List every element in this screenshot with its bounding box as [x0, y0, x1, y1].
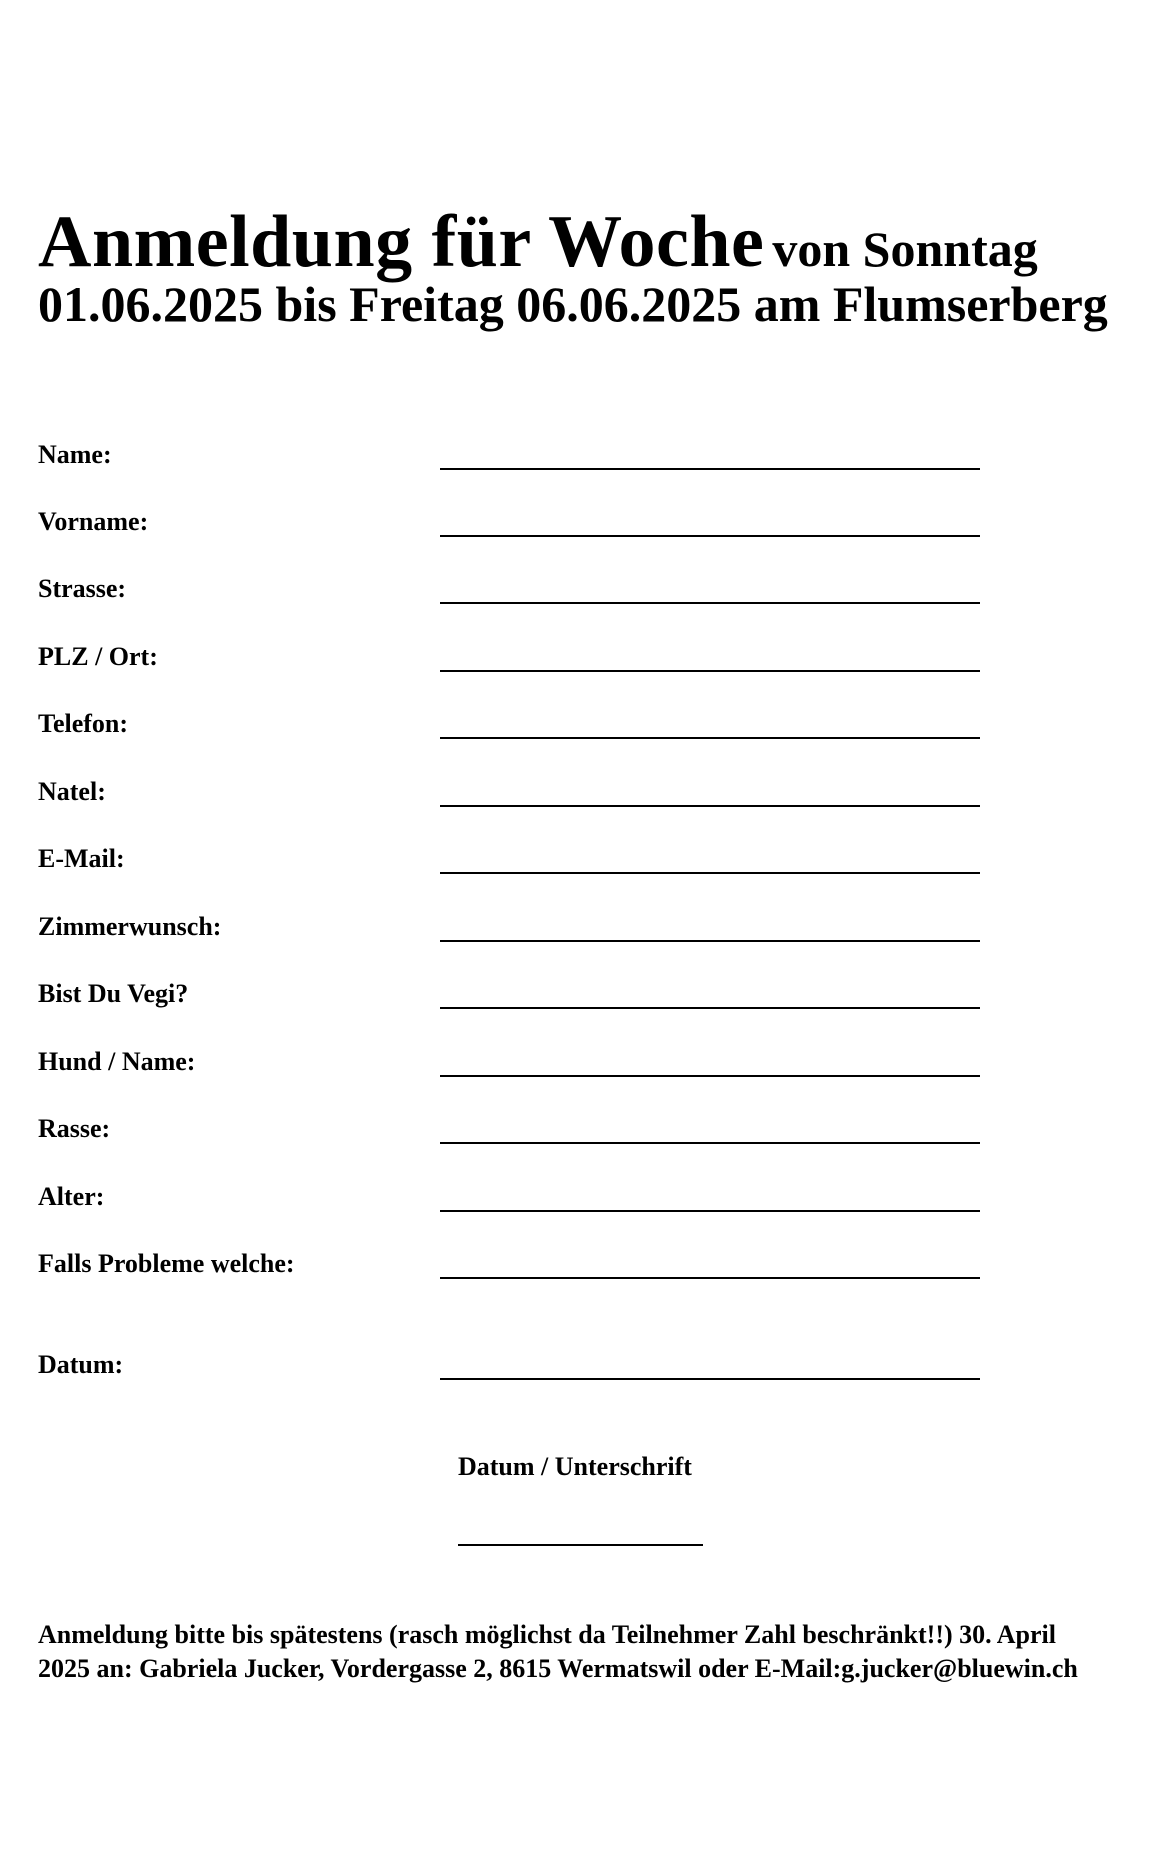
field-natel: [38, 777, 988, 817]
datum-input-line[interactable]: [440, 1378, 980, 1380]
field-label: Bist Du Vegi?: [38, 979, 189, 1008]
field-label: Rasse:: [38, 1114, 111, 1143]
page-title: [38, 200, 1138, 334]
field-label: Falls Probleme welche:: [38, 1249, 295, 1278]
field-vegi: [38, 979, 988, 1019]
field-label: PLZ / Ort:: [38, 642, 158, 671]
field-label: Datum:: [38, 1350, 124, 1379]
field-label: Name:: [38, 440, 112, 469]
field-plz-ort: [38, 642, 988, 682]
title-main: Anmeldung für Woche: [38, 201, 765, 283]
field-email: [38, 844, 988, 884]
telefon-input-line[interactable]: [440, 737, 980, 739]
signature-line[interactable]: [458, 1544, 703, 1546]
field-label: Hund / Name:: [38, 1047, 196, 1076]
title-from: von Sonntag: [772, 221, 1038, 277]
hund-name-input-line[interactable]: [440, 1075, 980, 1077]
footer-line-2: 2025 an: Gabriela Jucker, Vordergasse 2, 8615 Wermatswil oder E-Mail:g.jucker@bluewin.ch: [38, 1654, 1078, 1683]
strasse-input-line[interactable]: [440, 602, 980, 604]
field-label: Natel:: [38, 777, 106, 806]
email-input-line[interactable]: [440, 872, 980, 874]
field-label: Telefon:: [38, 709, 129, 738]
vegi-input-line[interactable]: [440, 1007, 980, 1009]
footer-note: [38, 1618, 1148, 1686]
zimmerwunsch-input-line[interactable]: [440, 940, 980, 942]
rasse-input-line[interactable]: [440, 1142, 980, 1144]
natel-input-line[interactable]: [440, 805, 980, 807]
field-hund-name: [38, 1047, 988, 1087]
alter-input-line[interactable]: [440, 1210, 980, 1212]
vorname-input-line[interactable]: [440, 535, 980, 537]
probleme-input-line[interactable]: [440, 1277, 980, 1279]
field-vorname: [38, 507, 988, 547]
field-probleme: [38, 1249, 988, 1289]
field-alter: [38, 1182, 988, 1222]
field-strasse: [38, 574, 988, 614]
field-label: E-Mail:: [38, 844, 125, 873]
field-name: [38, 440, 988, 480]
title-dates: 01.06.2025 bis Freitag 06.06.2025 am Flumserberg: [38, 276, 1108, 332]
field-datum: [38, 1350, 988, 1390]
field-label: Vorname:: [38, 507, 149, 536]
field-telefon: [38, 709, 988, 749]
signature-label: Datum / Unterschrift: [458, 1452, 692, 1481]
field-label: Strasse:: [38, 574, 127, 603]
plz-ort-input-line[interactable]: [440, 670, 980, 672]
field-label: Zimmerwunsch:: [38, 912, 222, 941]
footer-line-1: Anmeldung bitte bis spätestens (rasch möglichst da Teilnehmer Zahl beschränkt!!) 30. April: [38, 1620, 1056, 1649]
field-zimmerwunsch: [38, 912, 988, 952]
name-input-line[interactable]: [440, 468, 980, 470]
field-label: Alter:: [38, 1182, 105, 1211]
field-rasse: [38, 1114, 988, 1154]
